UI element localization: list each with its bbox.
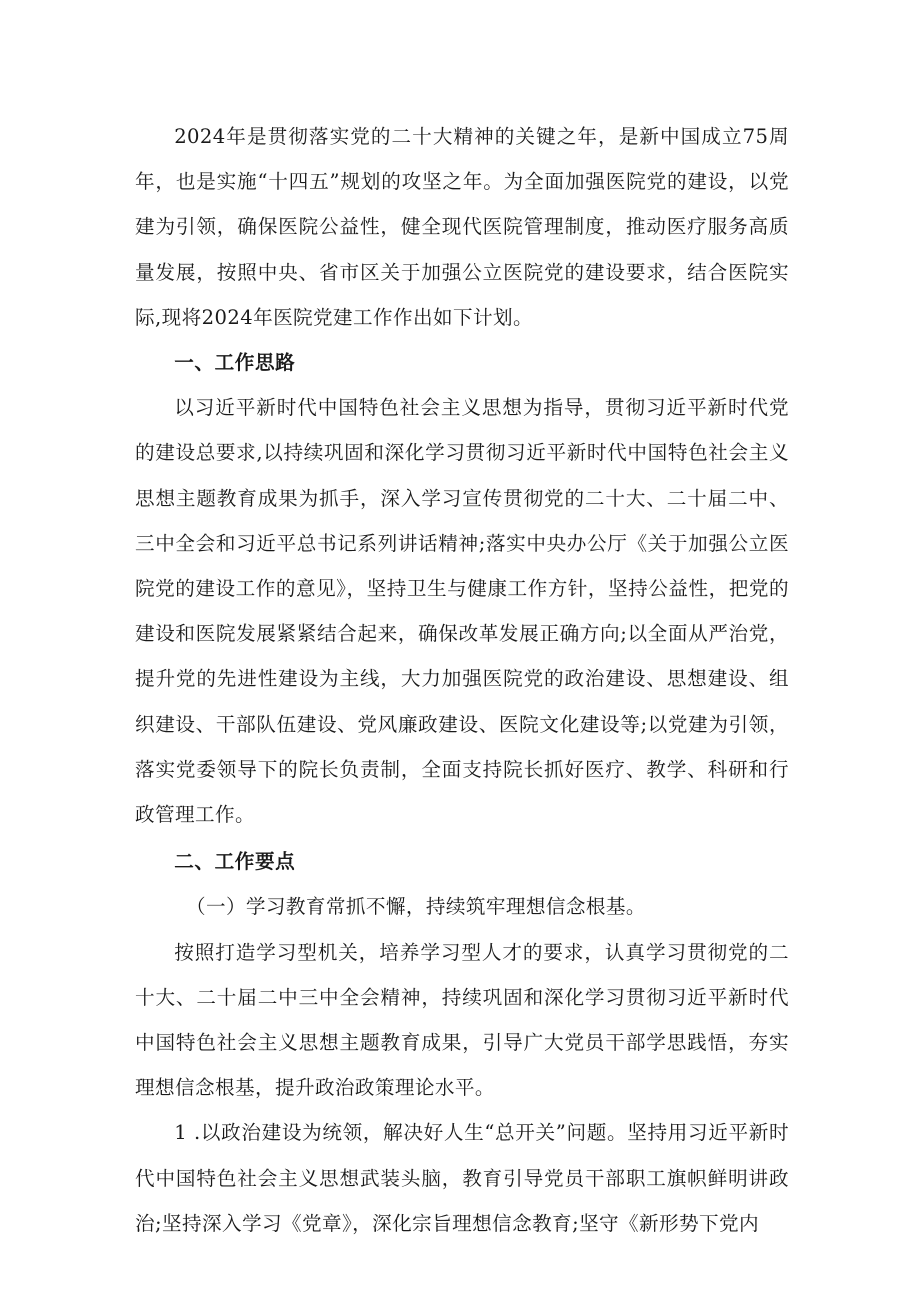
item-1-paragraph: 1 .以政治建设为统领，解决好人生“总开关”问题。坚持用习近平新时代中国特色社会主义思想武装头脑，教育引导党员干部职工旗帜鲜明讲政治;坚持深入学习《党章》，深化宗旨理想信念教育;坚守《新形势下党内: [135, 1121, 789, 1235]
intro-paragraph: 2024年是贯彻落实党的二十大精神的关键之年，是新中国成立75周年，也是实施“十四五”规划的攻坚之年。为全面加强医院党的建设，以党建为引领，确保医院公益性，健全现代医院管理制度，推动医疗服务高质量发展，按照中央、省市区关于加强公立医院党的建设要求，结合医院实际,现将2024年医院党建工作作出如下计划。: [135, 125, 789, 329]
section-heading-work-points: 二、工作要点: [174, 850, 296, 874]
section-heading-work-approach: 一、工作思路: [174, 351, 296, 375]
work-approach-paragraph: 以习近平新时代中国特色社会主义思想为指导，贯彻习近平新时代党的建设总要求,以持续巩固和深化学习贯彻习近平新时代中国特色社会主义思想主题教育成果为抓手，深入学习宣传贯彻党的二十大、二十届二中、三中全会和习近平总书记系列讲话精神;落实中央办公厅《关于加强公立医院党的建设工作的意见》，坚持卫生与健康工作方针，坚持公益性，把党的建设和医院发展紧紧结合起来，确保改革发展正确方向;以全面从严治党，提升党的先进性建设为主线，大力加强医院党的政治建设、思想建设、组织建设、干部队伍建设、党风廉政建设、医院文化建设等;以党建为引领，落实党委领导下的院长负责制，全面支持院长抓好医疗、教学、科研和行政管理工作。: [135, 396, 789, 827]
study-education-paragraph: 按照打造学习型机关，培养学习型人才的要求，认真学习贯彻党的二十大、二十届二中三中全会精神，持续巩固和深化学习贯彻习近平新时代中国特色社会主义思想主题教育成果，引导广大党员干部学思践悟，夯实理想信念根基，提升政治政策理论水平。: [135, 940, 789, 1100]
subsection-heading-study-education: （一）学习教育常抓不懈，持续筑牢理想信念根基。: [185, 895, 646, 919]
document-body: [135, 114, 789, 1246]
